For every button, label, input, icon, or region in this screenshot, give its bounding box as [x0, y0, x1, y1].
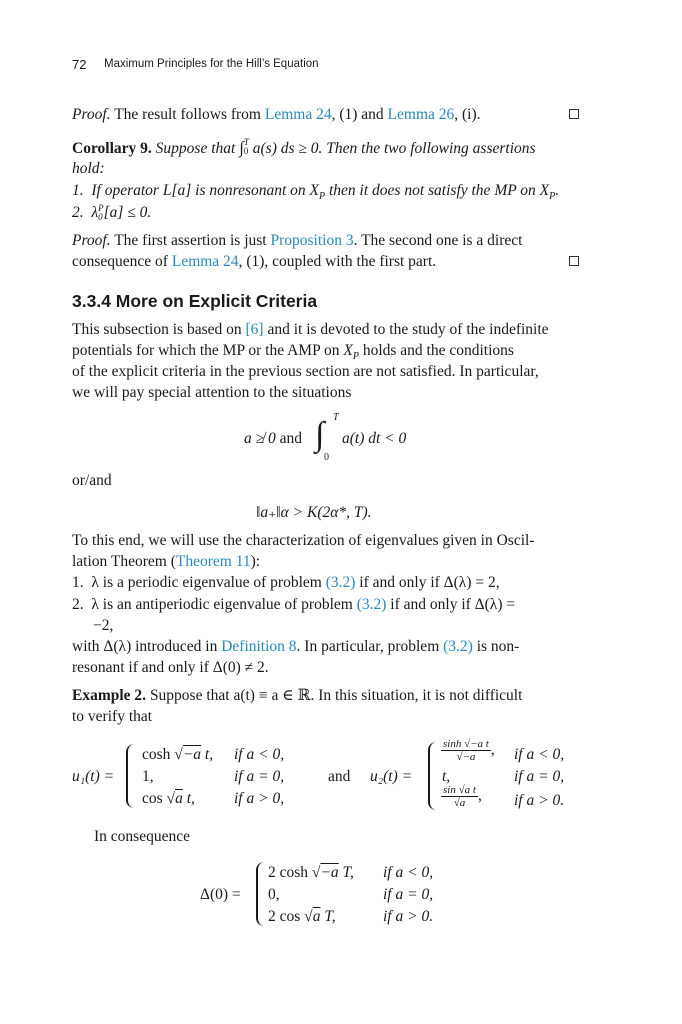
equation-norm: ‖a₊‖α > K(2α*, T).	[256, 504, 372, 521]
delta-label: Δ(0) =	[200, 886, 241, 903]
left-brace	[256, 862, 266, 926]
example-line-2: to verify that	[72, 708, 153, 725]
consequence-text: In consequence	[94, 828, 190, 845]
integral-lower: 0	[324, 452, 329, 463]
delta-case-1: 2 cosh √−a T,	[268, 864, 354, 881]
delta-cond-1: if a < 0,	[383, 864, 434, 881]
para-1-line-1: This subsection is based on [6] and it is devoted to the study of the indefinite	[72, 321, 549, 338]
proof-2-line-2: consequence of Lemma 24, (1), coupled with the first part.	[72, 253, 437, 270]
integral-sign: ∫	[239, 138, 244, 157]
section-heading: 3.3.4 More on Explicit Criteria	[72, 291, 318, 311]
proof-text: , (1) and	[331, 106, 388, 123]
integral-sign: ∫	[315, 416, 325, 453]
u1-cond-3: if a > 0,	[234, 790, 285, 807]
delta-cond-3: if a > 0.	[383, 908, 434, 925]
page-number: 72	[72, 57, 87, 72]
para-2-line-2: lation Theorem (Theorem 11):	[72, 553, 261, 570]
u2-cond-1: if a < 0,	[514, 746, 565, 763]
u2-cond-3: if a > 0.	[514, 792, 565, 809]
u2-cond-2: if a = 0,	[514, 768, 565, 785]
delta-case-3: 2 cos √a T,	[268, 908, 336, 925]
delta-case-2: 0,	[268, 886, 280, 903]
para-1-line-4: we will pay special attention to the situations	[72, 384, 352, 401]
qed-symbol	[569, 256, 579, 266]
corollary-text: a(s) ds ≥ 0. Then the two following assertions	[252, 140, 536, 157]
qed-symbol	[569, 109, 579, 119]
u1-cond-2: if a = 0,	[234, 768, 285, 785]
para-2-item-2-cont: −2,	[93, 617, 114, 634]
and-text: and	[328, 768, 351, 785]
link-proposition-3[interactable]: Proposition 3	[270, 232, 354, 249]
proof-label: Proof.	[72, 232, 111, 249]
corollary-text: Suppose that	[155, 140, 240, 157]
corollary-line-2: hold:	[72, 160, 105, 177]
integral-upper: T	[333, 412, 339, 423]
u1-case-1: cosh √−a t,	[142, 746, 214, 763]
corollary-item-2: 2. λ P 0 [a] ≤ 0.	[72, 203, 152, 223]
example-label: Example 2.	[72, 687, 147, 704]
para-2-line-4: resonant if and only if Δ(0) ≠ 2.	[72, 659, 269, 676]
corollary-item-1: 1. If operator L[a] is nonresonant on $X_P$ then it does not satisfy the MP on $X_P$.	[72, 182, 560, 203]
running-title: Maximum Principles for the Hill’s Equation	[104, 58, 319, 70]
link-ref-6[interactable]: [6]	[245, 321, 264, 338]
link-definition-8[interactable]: Definition 8	[221, 638, 297, 655]
u1-case-2: 1,	[142, 768, 154, 785]
link-eq-3-2[interactable]: (3.2)	[356, 596, 387, 613]
proof-text: , (i).	[454, 106, 481, 123]
left-brace	[428, 742, 438, 810]
link-eq-3-2[interactable]: (3.2)	[325, 574, 356, 591]
proof-text: The result follows from	[110, 106, 265, 123]
u2-case-1: $\frac{\text{sinh √−a t}}{√-a}$ ,	[443, 738, 495, 763]
delta-cond-2: if a = 0,	[383, 886, 434, 903]
proof-1	[72, 104, 481, 125]
para-2-line-1: To this end, we will use the characterization of eigenvalues given in Oscil-	[72, 532, 535, 549]
u1-case-3: cos √a t,	[142, 790, 195, 807]
link-theorem-11[interactable]: Theorem 11	[175, 553, 251, 570]
para-2-item-2: 2. λ is an antiperiodic eigenvalue of problem (3.2) if and only if Δ(λ) =	[72, 596, 516, 613]
integral-limits: T 0	[243, 137, 249, 157]
para-1-line-2: potentials for which the MP or the AMP on $X_P$ holds and the conditions	[72, 342, 514, 363]
proof-2-line-1: Proof. The first assertion is just Proposition 3. The second one is a direct	[72, 232, 523, 249]
or-and-text: or/and	[72, 472, 112, 489]
corollary-label: Corollary 9.	[72, 140, 152, 157]
u2-case-2: t,	[442, 768, 451, 785]
u1-cond-1: if a < 0,	[234, 746, 285, 763]
equation-integrand: a(t) dt < 0	[342, 430, 407, 447]
corollary-line-1	[72, 137, 536, 159]
link-eq-3-2[interactable]: (3.2)	[443, 638, 473, 655]
left-brace	[126, 744, 136, 808]
link-lemma-24[interactable]: Lemma 24	[264, 106, 332, 123]
proof-label: Proof.	[72, 106, 111, 123]
u1-label: u₁(t) =	[72, 768, 115, 785]
u2-label: u₂(t) =	[370, 768, 413, 785]
link-lemma-26[interactable]: Lemma 26	[387, 106, 455, 123]
para-2-line-3: with Δ(λ) introduced in Definition 8. In particular, problem (3.2) is non-	[72, 638, 520, 655]
para-2-item-1: 1. λ is a periodic eigenvalue of problem (3.2) if and only if Δ(λ) = 2,	[72, 574, 500, 591]
example-line-1: Example 2. Suppose that a(t) ≡ a ∈ ℝ. In this situation, it is not difficult	[72, 687, 523, 704]
u2-case-3: $\frac{\text{sin √a t}}{√a}$ ,	[443, 784, 482, 809]
equation-condition-a: a ≱ 0 and	[244, 430, 303, 447]
para-1-line-3: of the explicit criteria in the previous section are not satisfied. In particular,	[72, 363, 539, 380]
link-lemma-24[interactable]: Lemma 24	[171, 253, 239, 270]
